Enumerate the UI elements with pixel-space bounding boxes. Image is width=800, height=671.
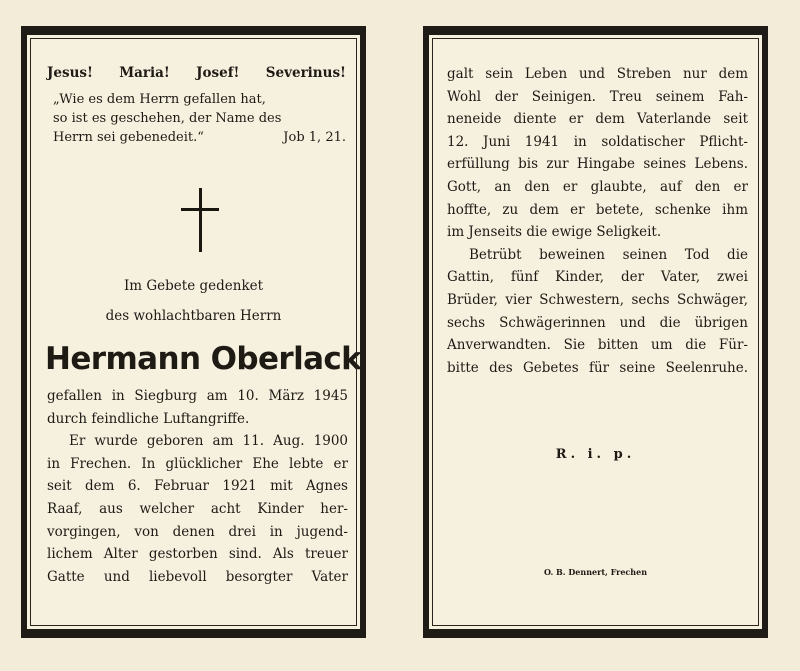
text-line: in Frechen. In glücklicher Ehe lebte er [47,455,348,472]
text-line: Gatte und liebevoll besorgter Vater [47,568,348,585]
text-line: hoffte, zu dem er betete, schenke ihm [447,201,748,218]
verse-text: „Wie es dem Herrn gefallen hat, [53,92,266,107]
text-line: galt sein Leben und Streben nur dem [447,66,748,82]
right-body-text [447,63,748,379]
verse-line [53,90,346,109]
remembrance-line: des wohlachtbaren Herrn [105,308,282,324]
verse-text: so ist es geschehen, der Name des [53,111,282,126]
text-line: bitte des Gebetes für seine Seelenruhe. [447,359,748,376]
text-line: gefallen in Siegburg am 10. März 1945 [47,388,348,404]
remembrance-line: Im Gebete gedenket [123,278,264,294]
text-line: erfüllung bis zur Hingabe seines Lebens. [447,156,748,173]
rip-line: R. i. p. [555,447,636,462]
invocation-line [47,65,346,81]
deceased-name: Hermann Oberlack [45,341,362,377]
text-line: im Jenseits die ewige Seligkeit. [447,224,662,241]
invocation-word: Maria! [119,65,170,81]
bible-verse [53,90,346,147]
text-line: 12. Juni 1941 in soldatischer Pflicht- [447,133,748,150]
text-line: Wohl der Seinigen. Treu seinem Fah- [447,88,748,105]
text-line: durch feindliche Luftangriffe. [47,410,250,427]
remembrance-heading [27,271,360,331]
verse-line [53,128,346,147]
printer-imprint: O. B. Dennert, Frechen [543,567,648,577]
text-line: Er wurde geboren am 11. Aug. 1900 [69,433,348,450]
invocation-word: Jesus! [47,65,93,81]
verse-text: Herrn sei gebenedeit.“ [53,130,204,145]
text-line: Brüder, vier Schwestern, sechs Schwäger, [447,291,748,308]
verse-line [53,109,346,128]
cross-icon [181,188,221,254]
right-page [423,26,768,638]
invocation-word: Josef! [196,65,240,81]
left-body-text [47,385,348,588]
text-line: sechs Schwägerinnen und die übrigen [447,314,748,331]
left-page [21,26,366,638]
text-line: Gattin, fünf Kinder, der Vater, zwei [447,269,748,286]
invocation-word: Severinus! [265,65,346,81]
text-line: Raaf, aus welcher acht Kinder her- [47,500,348,517]
verse-reference: Job 1, 21. [283,130,346,145]
text-line: Anverwandten. Sie bitten um die Für- [447,337,748,354]
text-line: lichem Alter gestorben sind. Als treuer [47,546,348,563]
text-line: Betrübt beweinen seinen Tod die [469,246,748,263]
text-line: seit dem 6. Februar 1921 mit Agnes [47,478,348,495]
text-line: vorgingen, von denen drei in jugend- [47,523,348,540]
text-line: Gott, an den er glaubte, auf den er [447,178,748,195]
text-line: neneide diente er dem Vaterlande seit [447,111,748,128]
